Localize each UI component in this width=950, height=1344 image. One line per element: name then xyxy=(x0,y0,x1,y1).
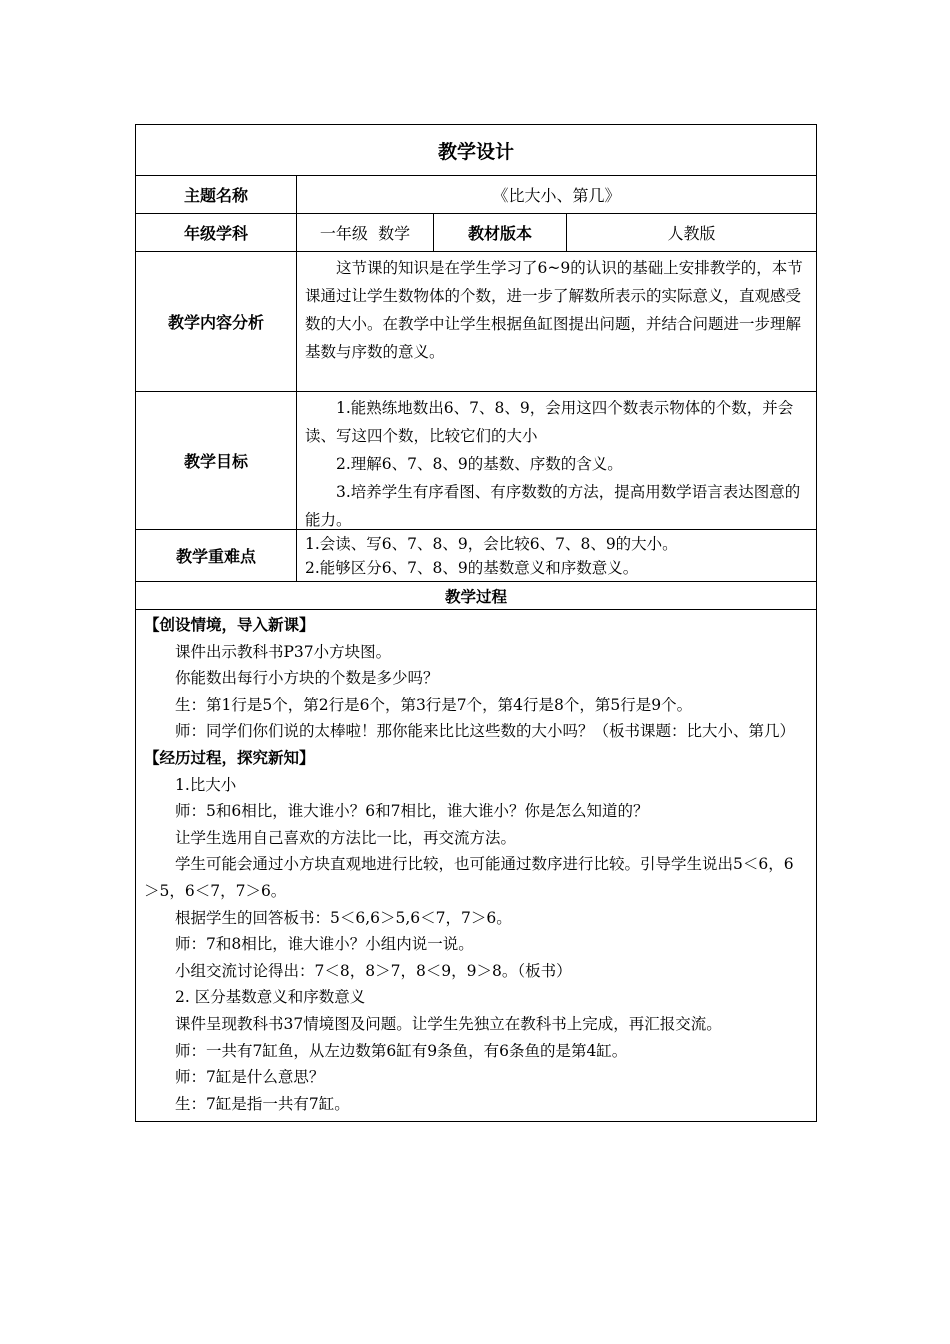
process-paragraph: 根据学生的回答板书：5＜6,6＞5,6＜7，7＞6。 xyxy=(175,908,512,927)
process-paragraph: 学生可能会通过小方块直观地进行比较，也可能通过数序进行比较。引导学生说出5＜6，6＞5，6＜7，7＞6。 xyxy=(144,855,794,900)
table-title-row xyxy=(136,125,816,175)
edition-value: 人教版 xyxy=(667,224,716,243)
content-analysis-text: 这节课的知识是在学生学习了6~9的认识的基础上安排教学的，本节课通过让学生数物体的个数，进一步了解数所表示的实际意义，直观感受数的大小。在教学中让学生根据鱼缸图提出问题，并结合问题进一步理解基数与序数的意义。 xyxy=(305,259,803,361)
process-paragraph: 课件出示教科书P37小方块图。 xyxy=(175,642,392,661)
topic-label: 主题名称 xyxy=(136,176,297,213)
key-points-cell xyxy=(297,530,816,581)
objectives-cell xyxy=(297,392,816,529)
objective-item: 2.理解6、7、8、9的基数、序数的含义。 xyxy=(336,455,623,473)
process-paragraph: 师：5和6相比，谁大谁小？6和7相比，谁大谁小？你是怎么知道的？ xyxy=(175,802,649,821)
grade-label: 年级学科 xyxy=(136,214,297,251)
process-title: 教学过程 xyxy=(444,587,507,606)
key-points-row xyxy=(136,529,816,581)
process-paragraph: 课件呈现教科书37情境图及问题。让学生先独立在教科书上完成，再汇报交流。 xyxy=(175,1014,722,1033)
key-points-label: 教学重难点 xyxy=(136,530,297,581)
topic-value: 《比大小、第几》 xyxy=(492,186,621,205)
content-analysis-label: 教学内容分析 xyxy=(136,252,297,391)
process-paragraph: 生：7缸是指一共有7缸。 xyxy=(175,1094,350,1113)
objectives-label: 教学目标 xyxy=(136,392,297,529)
edition-label: 教材版本 xyxy=(434,214,567,251)
objective-item: 1.能熟练地数出6、7、8、9，会用这四个数表示物体的个数，并会读、写这四个数，比较它们的大小 xyxy=(305,399,794,445)
key-point-item: 1.会读、写6、7、8、9，会比较6、7、8、9的大小。 xyxy=(305,535,678,553)
process-paragraph: 小组交流讨论得出：7＜8，8＞7，8＜9，9＞8。（板书） xyxy=(175,961,572,980)
topic-row xyxy=(136,175,816,213)
lesson-plan-table xyxy=(135,124,817,1122)
process-body xyxy=(136,609,816,1121)
objectives-row xyxy=(136,391,816,529)
process-paragraph: 让学生选用自己喜欢的方法比一比，再交流方法。 xyxy=(175,828,517,847)
process-section-heading: 【创设情境，导入新课】 xyxy=(144,616,315,634)
process-paragraph: 生：第1行是5个，第2行是6个，第3行是7个，第4行是8个，第5行是9个。 xyxy=(175,695,693,714)
grade-value-text: 一年级 数学 xyxy=(319,224,411,243)
process-paragraph: 你能数出每行小方块的个数是多少吗？ xyxy=(175,669,439,688)
page-title: 教学设计 xyxy=(437,140,514,163)
content-analysis-row xyxy=(136,251,816,391)
process-header-row xyxy=(136,581,816,609)
process-paragraph: 2. 区分基数意义和序数意义 xyxy=(175,988,366,1007)
process-paragraph: 师：7缸是什么意思？ xyxy=(175,1068,325,1087)
process-paragraph: 师：同学们你们说的太棒啦！那你能来比比这些数的大小吗？（板书课题：比大小、第几） xyxy=(175,722,796,741)
key-point-item: 2.能够区分6、7、8、9的基数意义和序数意义。 xyxy=(305,559,639,577)
grade-row xyxy=(136,213,816,251)
process-paragraph: 师：一共有7缸鱼，从左边数第6缸有9条鱼，有6条鱼的是第4缸。 xyxy=(175,1041,628,1060)
objective-item: 3.培养学生有序看图、有序数数的方法，提高用数学语言表达图意的能力。 xyxy=(305,483,801,529)
process-paragraph: 1.比大小 xyxy=(175,775,237,794)
content-analysis-cell xyxy=(297,252,816,391)
process-section-heading: 【经历过程，探究新知】 xyxy=(144,748,315,767)
grade-value xyxy=(297,214,434,251)
process-paragraph: 师：7和8相比，谁大谁小？小组内说一说。 xyxy=(175,935,474,954)
